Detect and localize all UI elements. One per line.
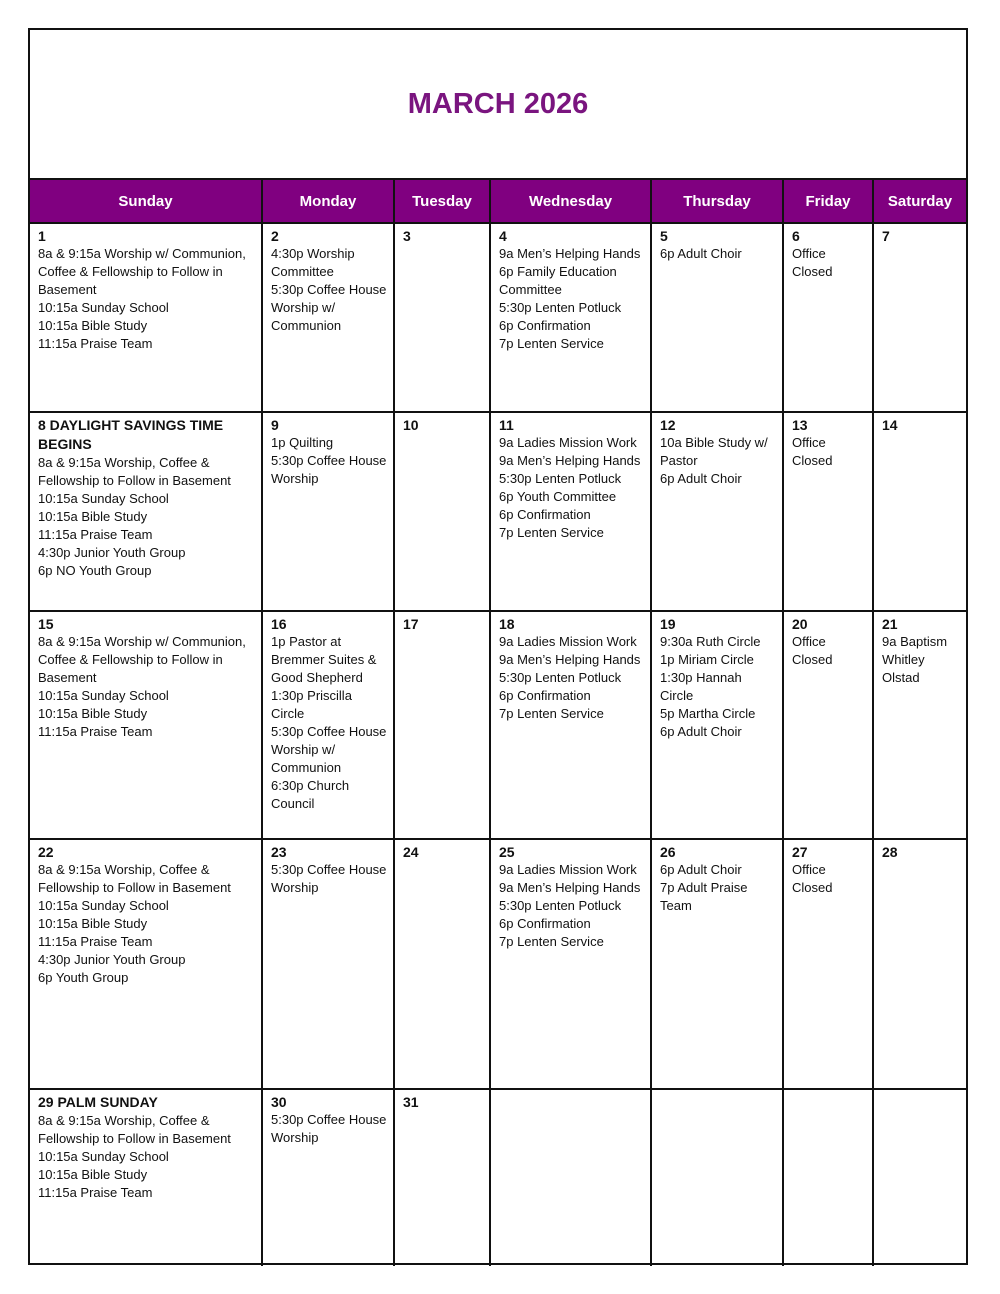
- day-cell: [30, 223, 262, 412]
- day-number: 29 PALM SUNDAY: [38, 1094, 158, 1110]
- event-item: 1p Miriam Circle: [660, 652, 754, 667]
- day-number: 24: [403, 844, 419, 860]
- event-item: 11:15a Praise Team: [38, 934, 153, 949]
- day-cell: [394, 839, 490, 1089]
- day-cell: [262, 1089, 394, 1266]
- event-item: 6p Adult Choir: [660, 246, 742, 261]
- event-item: 4:30p Worship Committee: [271, 246, 355, 279]
- event-item: 8a & 9:15a Worship w/ Communion, Coffee & Fellowship to Follow in Basement: [38, 634, 246, 685]
- event-item: 9a Men’s Helping Hands: [499, 652, 641, 667]
- day-cell: [394, 1089, 490, 1266]
- day-cell: [490, 839, 651, 1089]
- day-number: 1: [38, 228, 46, 244]
- event-item: 9:30a Ruth Circle: [660, 634, 761, 649]
- event-item: 8a & 9:15a Worship w/ Communion, Coffee & Fellowship to Follow in Basement: [38, 246, 246, 297]
- day-cell: [873, 223, 966, 412]
- week-row: [30, 839, 966, 1089]
- day-cell: [262, 611, 394, 839]
- event-item: 5p Martha Circle: [660, 706, 756, 721]
- event-item: 6p Adult Choir: [660, 862, 742, 877]
- event-item: 5:30p Coffee House Worship: [271, 453, 387, 486]
- day-number: 25: [499, 844, 515, 860]
- event-item: Office Closed: [792, 246, 833, 279]
- event-item: 5:30p Lenten Potluck: [499, 471, 622, 486]
- event-item: 6p Adult Choir: [660, 724, 742, 739]
- day-number: 11: [499, 417, 514, 433]
- event-item: 10:15a Bible Study: [38, 916, 148, 931]
- day-number: 18: [499, 616, 515, 632]
- day-cell: [651, 223, 783, 412]
- event-item: 1p Quilting: [271, 435, 334, 450]
- day-number: 19: [660, 616, 676, 632]
- day-cell: [394, 223, 490, 412]
- day-number: 14: [882, 417, 898, 433]
- week-row: [30, 1089, 966, 1266]
- event-item: 6p Confirmation: [499, 507, 591, 522]
- weekday-header: Thursday: [651, 180, 783, 223]
- day-number: 8 DAYLIGHT SAVINGS TIME BEGINS: [38, 417, 224, 452]
- event-item: Office Closed: [792, 862, 833, 895]
- day-cell: [394, 412, 490, 611]
- calendar-title: MARCH 2026: [407, 88, 589, 120]
- event-item: 7p Adult Praise Team: [660, 880, 748, 913]
- event-item: 10:15a Bible Study: [38, 706, 148, 721]
- event-item: 6p Confirmation: [499, 318, 591, 333]
- weekday-header: Sunday: [30, 180, 262, 223]
- day-number: 28: [882, 844, 898, 860]
- event-item: 6p Confirmation: [499, 916, 591, 931]
- day-cell: [651, 412, 783, 611]
- day-number: 9: [271, 417, 279, 433]
- event-item: 10:15a Sunday School: [38, 1149, 169, 1164]
- event-item: 5:30p Coffee House Worship w/ Communion: [271, 724, 387, 775]
- weekday-header: Saturday: [873, 180, 966, 223]
- day-cell: [490, 223, 651, 412]
- event-item: 1:30p Priscilla Circle: [271, 688, 352, 721]
- day-number: 13: [792, 417, 808, 433]
- event-item: Office Closed: [792, 435, 833, 468]
- day-number: 31: [403, 1094, 419, 1110]
- day-number: 12: [660, 417, 676, 433]
- event-item: 10:15a Sunday School: [38, 688, 169, 703]
- event-item: 5:30p Coffee House Worship: [271, 862, 387, 895]
- event-item: 5:30p Coffee House Worship w/ Communion: [271, 282, 387, 333]
- day-cell: [394, 611, 490, 839]
- event-item: 1:30p Hannah Circle: [660, 670, 742, 703]
- event-item: 6p Family Education Committee: [499, 264, 617, 297]
- event-item: 11:15a Praise Team: [38, 527, 153, 542]
- event-item: 7p Lenten Service: [499, 934, 604, 949]
- day-cell: [783, 412, 873, 611]
- event-item: 5:30p Lenten Potluck: [499, 670, 622, 685]
- event-item: 6p Youth Committee: [499, 489, 617, 504]
- event-item: 6p Youth Group: [38, 970, 129, 985]
- day-cell: [30, 611, 262, 839]
- day-cell: [651, 611, 783, 839]
- event-item: 4:30p Junior Youth Group: [38, 545, 186, 560]
- day-cell: [873, 412, 966, 611]
- event-item: 6:30p Church Council: [271, 778, 350, 811]
- day-number: 15: [38, 616, 54, 632]
- day-number: 2: [271, 228, 279, 244]
- event-item: 10:15a Bible Study: [38, 318, 148, 333]
- day-cell: [651, 839, 783, 1089]
- day-number: 6: [792, 228, 800, 244]
- event-item: 7p Lenten Service: [499, 706, 604, 721]
- event-item: 11:15a Praise Team: [38, 336, 153, 351]
- event-item: 7p Lenten Service: [499, 525, 604, 540]
- event-item: 9a Men’s Helping Hands: [499, 246, 641, 261]
- day-cell: [783, 1089, 873, 1266]
- event-item: 9a Ladies Mission Work: [499, 634, 637, 649]
- title-area: [30, 30, 966, 180]
- event-item: 11:15a Praise Team: [38, 724, 153, 739]
- day-cell: [262, 839, 394, 1089]
- day-number: 5: [660, 228, 668, 244]
- event-item: 9a Men’s Helping Hands: [499, 880, 641, 895]
- weekday-header-row: [30, 180, 966, 223]
- calendar-grid: [30, 180, 966, 1266]
- day-cell: [490, 1089, 651, 1266]
- day-cell: [873, 1089, 966, 1266]
- day-number: 21: [882, 616, 898, 632]
- day-number: 4: [499, 228, 507, 244]
- event-item: 10:15a Sunday School: [38, 898, 169, 913]
- event-item: 10:15a Bible Study: [38, 509, 148, 524]
- event-item: 10:15a Sunday School: [38, 300, 169, 315]
- event-item: 8a & 9:15a Worship, Coffee & Fellowship to Follow in Basement: [38, 455, 231, 488]
- event-item: 10:15a Bible Study: [38, 1167, 148, 1182]
- weekday-header: Friday: [783, 180, 873, 223]
- event-item: 10a Bible Study w/ Pastor: [660, 435, 768, 468]
- event-item: 5:30p Lenten Potluck: [499, 898, 622, 913]
- event-item: 1p Pastor at Bremmer Suites & Good Shepherd: [271, 634, 377, 685]
- day-cell: [783, 839, 873, 1089]
- weekday-header: Monday: [262, 180, 394, 223]
- day-cell: [490, 611, 651, 839]
- event-item: 9a Men’s Helping Hands: [499, 453, 641, 468]
- event-item: 10:15a Sunday School: [38, 491, 169, 506]
- day-cell: [783, 611, 873, 839]
- event-item: 7p Lenten Service: [499, 336, 604, 351]
- event-item: 4:30p Junior Youth Group: [38, 952, 186, 967]
- day-number: 26: [660, 844, 676, 860]
- day-number: 3: [403, 228, 411, 244]
- day-cell: [490, 412, 651, 611]
- week-row: [30, 223, 966, 412]
- day-number: 10: [403, 417, 419, 433]
- day-number: 20: [792, 616, 808, 632]
- event-item: 6p NO Youth Group: [38, 563, 152, 578]
- day-number: 16: [271, 616, 287, 632]
- event-item: 6p Adult Choir: [660, 471, 742, 486]
- event-item: 9a Ladies Mission Work: [499, 435, 637, 450]
- day-number: 7: [882, 228, 890, 244]
- day-number: 23: [271, 844, 287, 860]
- week-row: [30, 412, 966, 611]
- day-number: 22: [38, 844, 54, 860]
- event-item: 6p Confirmation: [499, 688, 591, 703]
- day-cell: [783, 223, 873, 412]
- weekday-header: Tuesday: [394, 180, 490, 223]
- event-item: 8a & 9:15a Worship, Coffee & Fellowship to Follow in Basement: [38, 1113, 231, 1146]
- calendar-page: [28, 28, 968, 1265]
- day-cell: [30, 1089, 262, 1266]
- event-item: 8a & 9:15a Worship, Coffee & Fellowship to Follow in Basement: [38, 862, 231, 895]
- event-item: 9a Ladies Mission Work: [499, 862, 637, 877]
- event-item: 5:30p Coffee House Worship: [271, 1112, 387, 1145]
- weekday-header: Wednesday: [490, 180, 651, 223]
- day-cell: [262, 223, 394, 412]
- day-cell: [30, 412, 262, 611]
- week-row: [30, 611, 966, 839]
- day-cell: [30, 839, 262, 1089]
- event-item: 5:30p Lenten Potluck: [499, 300, 622, 315]
- day-number: 27: [792, 844, 808, 860]
- event-item: Office Closed: [792, 634, 833, 667]
- event-item: 11:15a Praise Team: [38, 1185, 153, 1200]
- day-number: 30: [271, 1094, 287, 1110]
- day-cell: [651, 1089, 783, 1266]
- event-item: 9a Baptism Whitley Olstad: [882, 634, 948, 685]
- day-cell: [873, 611, 966, 839]
- day-cell: [873, 839, 966, 1089]
- day-number: 17: [403, 616, 419, 632]
- day-cell: [262, 412, 394, 611]
